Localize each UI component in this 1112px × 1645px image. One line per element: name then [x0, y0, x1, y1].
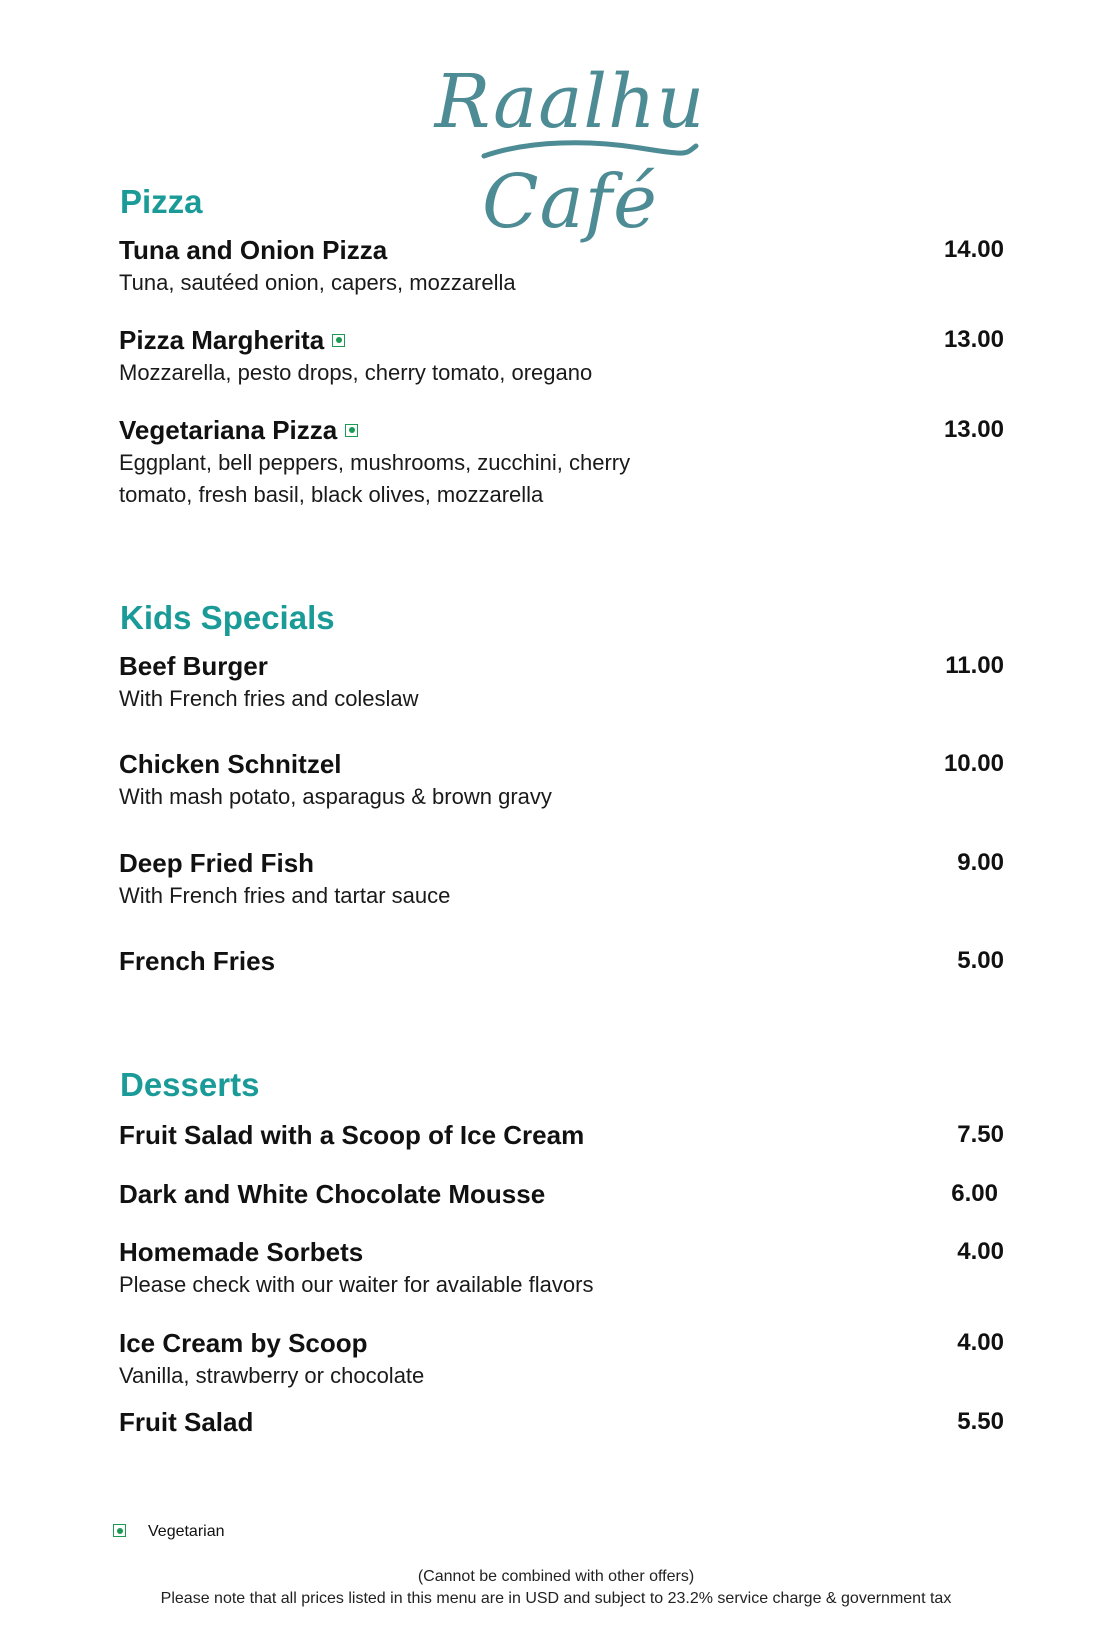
item-description: With French fries and coleslaw: [119, 686, 419, 711]
item-name: Dark and White Chocolate Mousse: [119, 1179, 546, 1209]
menu-item-fruit-salad-ice-cream: [119, 1118, 1004, 1152]
legend-label: Vegetarian: [148, 1523, 225, 1540]
item-description-line: tomato, fresh basil, black olives, mozzarella: [119, 482, 544, 507]
menu-item-pizza-margherita: [119, 323, 1004, 389]
item-price: 9.00: [957, 849, 1004, 876]
item-description: Tuna, sautéed onion, capers, mozzarella: [119, 270, 516, 295]
vegetarian-icon: [113, 1524, 126, 1537]
item-price: 14.00: [943, 236, 1004, 263]
menu-item-vegetariana-pizza: [119, 413, 1004, 511]
section-title-pizza: Pizza: [120, 183, 203, 220]
menu-item-chocolate-mousse: [119, 1177, 1004, 1211]
item-price: 7.50: [957, 1121, 1004, 1148]
item-name: Ice Cream by Scoop: [119, 1328, 368, 1358]
item-description: Mozzarella, pesto drops, cherry tomato, oregano: [119, 360, 593, 385]
logo-wordmark: Raalhu Café: [434, 59, 706, 245]
item-price: 11.00: [945, 652, 1004, 679]
item-price: 5.00: [957, 947, 1004, 974]
item-name: Vegetariana Pizza: [119, 415, 338, 445]
item-name: Tuna and Onion Pizza: [119, 235, 388, 265]
menu-item-fruit-salad: [119, 1405, 1004, 1439]
logo-swoosh-icon: [480, 134, 700, 164]
section-title-kids-specials: Kids Specials: [120, 599, 335, 636]
item-description: Vanilla, strawberry or chocolate: [119, 1363, 425, 1388]
item-price: 4.00: [957, 1329, 1004, 1356]
item-name-row: [119, 413, 1004, 447]
item-price: 10.00: [943, 750, 1004, 777]
menu-item-ice-cream-by-scoop: [119, 1326, 1004, 1392]
item-name-row: [119, 323, 1004, 357]
item-description: With mash potato, asparagus & brown gravy: [119, 784, 552, 809]
item-name: Pizza Margherita: [119, 325, 325, 355]
menu-item-chicken-schnitzel: [119, 747, 1004, 813]
item-name: Homemade Sorbets: [119, 1237, 364, 1267]
item-name: French Fries: [119, 946, 276, 976]
item-price: 4.00: [957, 1238, 1004, 1265]
item-description: Please check with our waiter for available flavors: [119, 1272, 594, 1297]
item-name: Deep Fried Fish: [119, 848, 315, 878]
menu-item-beef-burger: [119, 649, 1004, 715]
vegetarian-icon: [332, 334, 345, 347]
menu-item-deep-fried-fish: [119, 846, 1004, 912]
raalhu-cafe-logo: [400, 52, 740, 245]
item-price: 13.00: [943, 326, 1004, 353]
item-name: Fruit Salad with a Scoop of Ice Cream: [119, 1120, 585, 1150]
item-name: Beef Burger: [119, 651, 268, 681]
vegetarian-icon: [345, 424, 358, 437]
menu-item-french-fries: [119, 944, 1004, 978]
vegetarian-legend: [113, 1522, 225, 1542]
item-description-line: Eggplant, bell peppers, mushrooms, zucchini, cherry: [119, 450, 631, 475]
item-price: 5.50: [957, 1408, 1004, 1435]
footer-offer-note: (Cannot be combined with other offers): [417, 1568, 695, 1585]
item-price: 13.00: [943, 416, 1004, 443]
item-name: Chicken Schnitzel: [119, 749, 342, 779]
item-price: 6.00: [951, 1180, 998, 1207]
menu-item-tuna-onion-pizza: [119, 233, 1004, 299]
item-name: Fruit Salad: [119, 1407, 254, 1437]
section-title-desserts: Desserts: [120, 1066, 260, 1103]
menu-item-homemade-sorbets: [119, 1235, 1004, 1301]
item-description: With French fries and tartar sauce: [119, 883, 451, 908]
footer-price-note: Please note that all prices listed in this menu are in USD and subject to 23.2% service charge & government tax: [160, 1590, 952, 1607]
